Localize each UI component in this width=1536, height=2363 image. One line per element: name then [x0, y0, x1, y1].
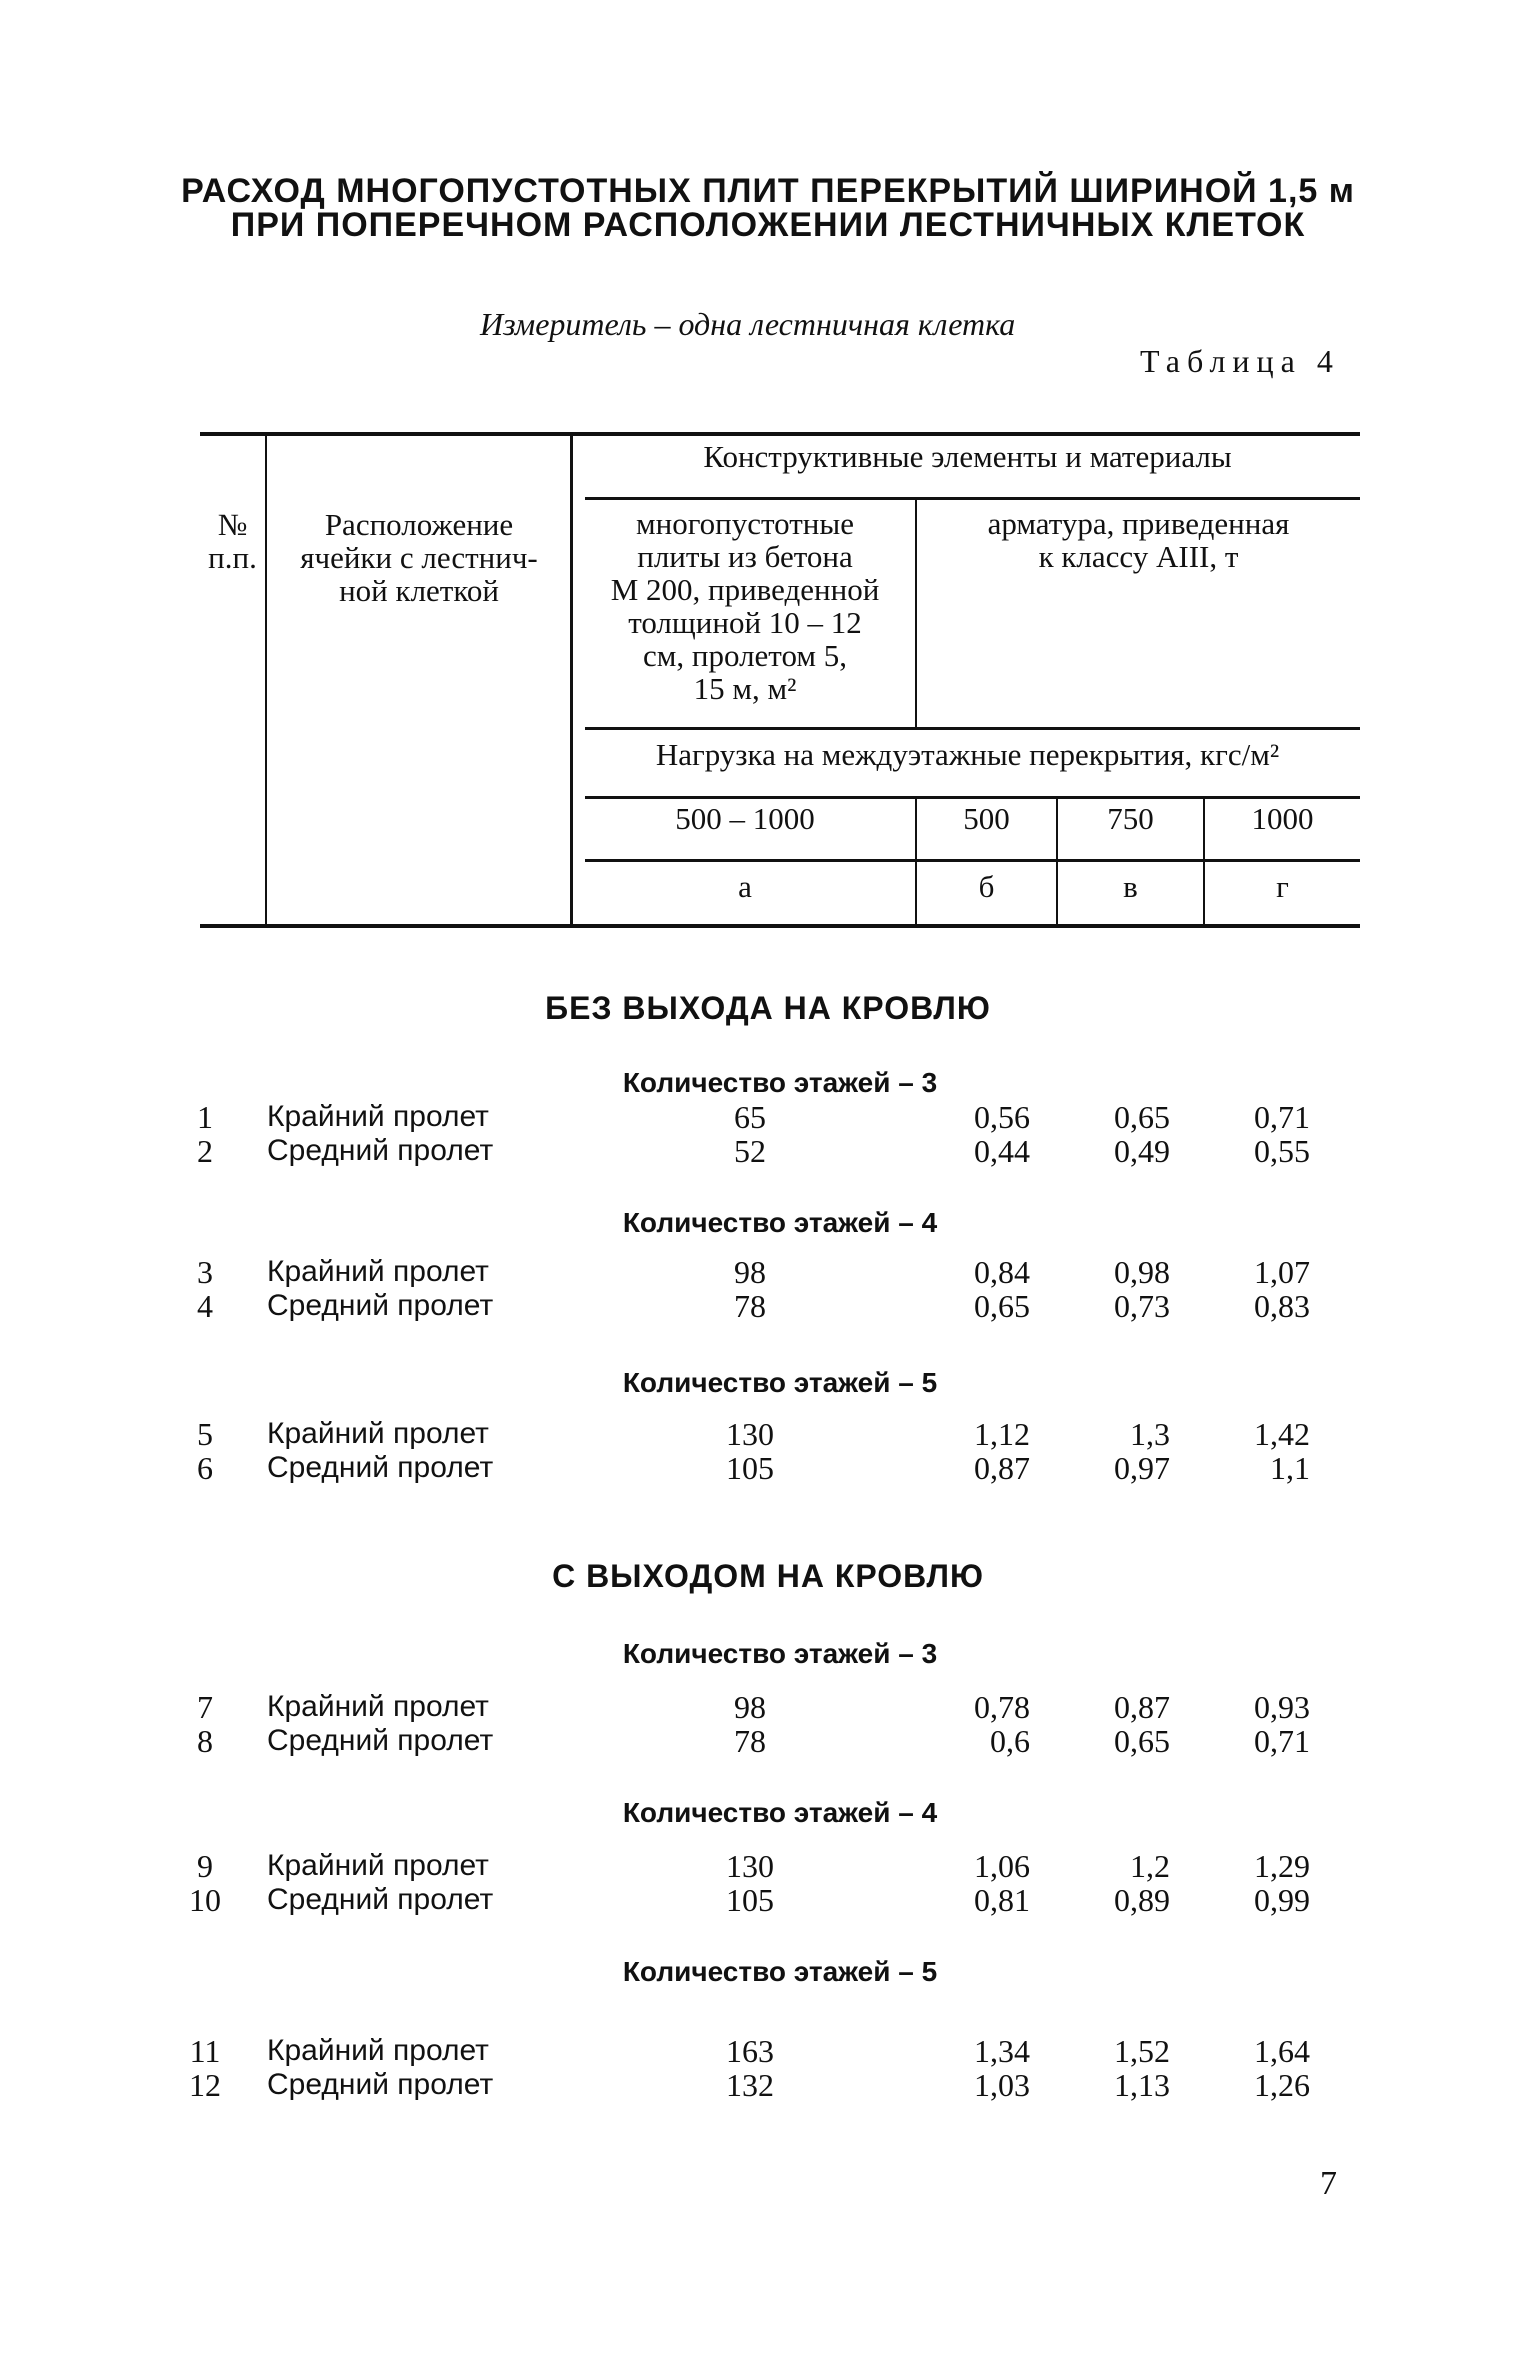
cell-v: 0,73	[1114, 1288, 1170, 1324]
cell-b: 0,56	[974, 1099, 1030, 1135]
cell-b: 0,65	[974, 1288, 1030, 1324]
header-elements: Конструктивные элементы и материалы	[703, 439, 1232, 474]
table-row	[0, 1724, 1536, 1758]
cell-b: 0,81	[974, 1882, 1030, 1918]
cell-a: 65	[734, 1099, 766, 1135]
section-title: С ВЫХОДОМ НА КРОВЛЮ	[552, 1558, 984, 1594]
table-row	[0, 1451, 1536, 1485]
row-number: 2	[197, 1133, 213, 1169]
row-location: Крайний пролет	[267, 1100, 489, 1133]
cell-a: 52	[734, 1133, 766, 1169]
cell-v: 0,49	[1114, 1133, 1170, 1169]
cell-v: 0,65	[1114, 1099, 1170, 1135]
cell-a: 105	[726, 1882, 774, 1918]
cell-a: 130	[726, 1416, 774, 1452]
table-row	[0, 1849, 1536, 1883]
cell-g: 1,64	[1254, 2033, 1310, 2069]
col-letter-b: б	[978, 869, 995, 904]
floors-heading: Количество этажей – 4	[622, 1207, 938, 1238]
cell-b: 1,34	[974, 2033, 1030, 2069]
row-location: Средний пролет	[267, 1451, 494, 1484]
row-location: Крайний пролет	[267, 1255, 489, 1288]
table-row	[0, 2068, 1536, 2102]
cell-g: 0,71	[1254, 1723, 1310, 1759]
table-row	[0, 1100, 1536, 1134]
row-number: 4	[197, 1288, 213, 1324]
table-row	[0, 1690, 1536, 1724]
header-slabs: многопустотные плиты из бетона М 200, приведенной толщиной 10 – 12 см, пролетом 5, 15 м, м²	[610, 506, 880, 706]
row-location: Средний пролет	[267, 1883, 494, 1916]
floors-heading: Количество этажей – 5	[622, 1956, 938, 1987]
table-row	[0, 1417, 1536, 1451]
cell-b: 1,12	[974, 1416, 1030, 1452]
cell-b: 0,6	[990, 1723, 1030, 1759]
table-label: Таблица 4	[1140, 343, 1340, 379]
rule-h-elements	[585, 497, 1360, 500]
cell-v: 1,13	[1114, 2067, 1170, 2103]
header-location: Расположение ячейки с лестнич- ной клеткой	[300, 507, 538, 608]
row-number: 12	[189, 2067, 221, 2103]
row-number: 8	[197, 1723, 213, 1759]
rule-v1	[265, 434, 267, 926]
header-num: № п.п.	[208, 507, 257, 575]
row-location: Крайний пролет	[267, 1417, 489, 1450]
row-location: Средний пролет	[267, 1724, 494, 1757]
floors-heading: Количество этажей – 5	[622, 1367, 938, 1398]
row-location: Крайний пролет	[267, 2034, 489, 2067]
cell-g: 1,1	[1270, 1450, 1310, 1486]
cell-a: 130	[726, 1848, 774, 1884]
cell-b: 1,06	[974, 1848, 1030, 1884]
cell-b: 0,78	[974, 1689, 1030, 1725]
page-number: 7	[1320, 2165, 1337, 2202]
cell-v: 0,65	[1114, 1723, 1170, 1759]
row-location: Средний пролет	[267, 1134, 494, 1167]
table-row	[0, 1289, 1536, 1323]
row-location: Крайний пролет	[267, 1690, 489, 1723]
cell-b: 0,44	[974, 1133, 1030, 1169]
cell-g: 1,26	[1254, 2067, 1310, 2103]
cell-g: 0,55	[1254, 1133, 1310, 1169]
row-number: 11	[189, 2033, 221, 2069]
col-letter-a: а	[738, 869, 752, 904]
cell-g: 0,83	[1254, 1288, 1310, 1324]
cell-v: 1,52	[1114, 2033, 1170, 2069]
row-number: 7	[197, 1689, 213, 1725]
cell-g: 1,42	[1254, 1416, 1310, 1452]
header-rebar: арматура, приведенная к классу АIII, т	[987, 506, 1290, 574]
cell-g: 0,71	[1254, 1099, 1310, 1135]
row-number: 1	[197, 1099, 213, 1135]
cell-g: 0,93	[1254, 1689, 1310, 1725]
cell-a: 78	[734, 1288, 766, 1324]
table-row	[0, 1134, 1536, 1168]
title-line-2: ПРИ ПОПЕРЕЧНОМ РАСПОЛОЖЕНИИ ЛЕСТНИЧНЫХ КЛЕТОК	[230, 206, 1306, 244]
rule-top	[200, 432, 1360, 436]
row-location: Средний пролет	[267, 1289, 494, 1322]
cell-v: 1,3	[1130, 1416, 1170, 1452]
rule-h-letters	[585, 859, 1360, 862]
cell-b: 0,84	[974, 1254, 1030, 1290]
row-number: 5	[197, 1416, 213, 1452]
cell-a: 98	[734, 1254, 766, 1290]
cell-a: 78	[734, 1723, 766, 1759]
cell-b: 0,87	[974, 1450, 1030, 1486]
floors-heading: Количество этажей – 3	[622, 1067, 938, 1098]
row-number: 9	[197, 1848, 213, 1884]
row-number: 10	[189, 1882, 221, 1918]
load-value-b: 500	[963, 801, 1010, 836]
cell-g: 1,29	[1254, 1848, 1310, 1884]
table-row	[0, 1883, 1536, 1917]
cell-v: 0,89	[1114, 1882, 1170, 1918]
cell-a: 98	[734, 1689, 766, 1725]
rule-v2	[570, 434, 573, 926]
col-letter-g: г	[1276, 869, 1289, 904]
cell-a: 163	[726, 2033, 774, 2069]
cell-v: 0,87	[1114, 1689, 1170, 1725]
floors-heading: Количество этажей – 3	[622, 1638, 938, 1669]
table-row	[0, 2034, 1536, 2068]
title-line-1: РАСХОД МНОГОПУСТОТНЫХ ПЛИТ ПЕРЕКРЫТИЙ ШИРИНОЙ 1,5 м	[181, 172, 1355, 210]
row-location: Крайний пролет	[267, 1849, 489, 1882]
cell-b: 1,03	[974, 2067, 1030, 2103]
row-number: 6	[197, 1450, 213, 1486]
col-letter-v: в	[1123, 869, 1138, 904]
cell-g: 1,07	[1254, 1254, 1310, 1290]
cell-v: 0,98	[1114, 1254, 1170, 1290]
rule-bottom	[200, 924, 1360, 928]
rule-h-values	[585, 796, 1360, 799]
cell-g: 0,99	[1254, 1882, 1310, 1918]
row-number: 3	[197, 1254, 213, 1290]
load-value-v: 750	[1107, 801, 1154, 836]
floors-heading: Количество этажей – 4	[622, 1797, 938, 1828]
section-title: БЕЗ ВЫХОДА НА КРОВЛЮ	[545, 990, 991, 1026]
cell-v: 0,97	[1114, 1450, 1170, 1486]
row-location: Средний пролет	[267, 2068, 494, 2101]
load-value-g: 1000	[1251, 801, 1314, 836]
table-row	[0, 1255, 1536, 1289]
cell-v: 1,2	[1130, 1848, 1170, 1884]
header-load: Нагрузка на междуэтажные перекрытия, кгс/м²	[655, 737, 1280, 772]
cell-a: 132	[726, 2067, 774, 2103]
unit-caption: Измеритель – одна лестничная клетка	[480, 306, 1016, 342]
load-value-a: 500 – 1000	[675, 801, 815, 836]
rule-h-load	[585, 727, 1360, 730]
cell-a: 105	[726, 1450, 774, 1486]
